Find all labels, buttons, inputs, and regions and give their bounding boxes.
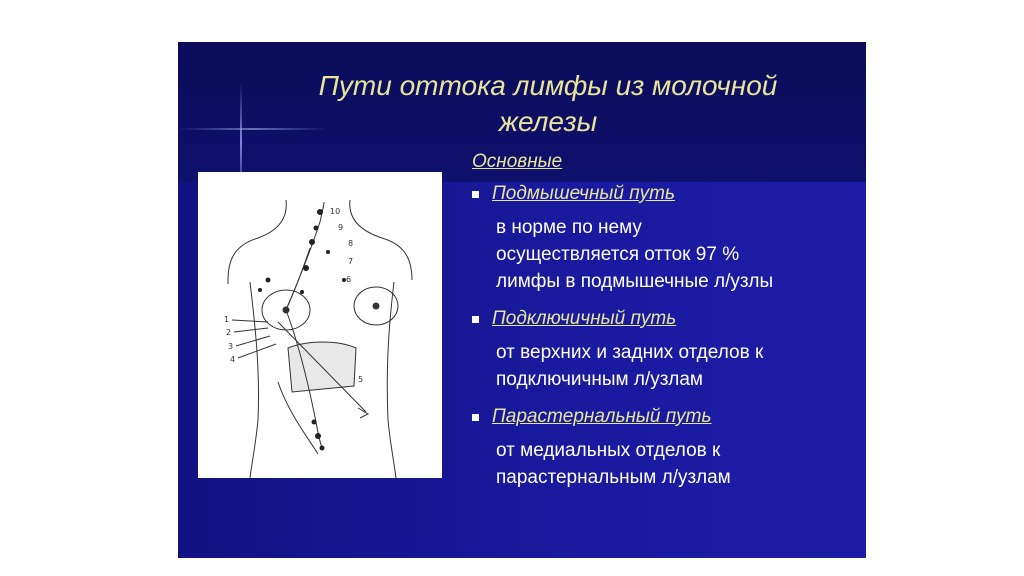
lymph-node — [309, 239, 315, 245]
subclavian-path — [286, 248, 310, 310]
lymph-node — [326, 250, 330, 254]
description-line: от медиальных отделов к — [496, 440, 721, 461]
label-line-2 — [234, 328, 268, 332]
list-item-description — [496, 339, 862, 393]
lymph-node — [317, 209, 323, 215]
list-item-description — [496, 214, 862, 295]
content-column — [472, 150, 862, 503]
description-line: лимфы в подмышечные л/узлы — [496, 271, 774, 292]
list-item-description — [496, 437, 862, 491]
slide-title-line-1: Пути оттока лимфы из молочной — [318, 70, 778, 101]
list-item-label: Подмышечный путь — [492, 183, 676, 204]
figure-label: 6 — [346, 275, 352, 284]
anatomy-illustration — [198, 172, 442, 478]
label-line-1 — [232, 320, 268, 322]
list-item — [472, 182, 862, 295]
figure-label: 2 — [226, 328, 232, 337]
lymph-node — [315, 433, 321, 439]
lymph-node — [303, 265, 309, 271]
lower-drainage-path — [278, 382, 318, 454]
list-item-label: Подключичный путь — [492, 308, 677, 329]
lymph-node — [314, 226, 319, 231]
slide-title — [278, 68, 818, 140]
description-line: от верхних и задних отделов к — [496, 342, 764, 363]
list-item-heading — [472, 307, 862, 331]
list-item-label: Парастернальный путь — [492, 406, 712, 427]
list-item — [472, 307, 862, 393]
lymph-node — [312, 420, 317, 425]
description-line: осуществляется отток 97 % — [496, 244, 740, 265]
square-bullet-icon — [472, 191, 479, 198]
axillary-path — [286, 202, 324, 310]
square-bullet-icon — [472, 414, 479, 421]
figure-label: 1 — [224, 315, 230, 324]
lymph-drainage-diagram — [198, 172, 442, 478]
list-item-heading — [472, 405, 862, 429]
torso-left-edge — [250, 282, 259, 478]
slide — [178, 42, 866, 558]
square-bullet-icon — [472, 316, 479, 323]
torso-right-edge — [387, 282, 396, 478]
figure-label: 3 — [228, 342, 234, 351]
description-line: подключичным л/узлам — [496, 369, 703, 390]
figure-label: 5 — [358, 375, 364, 384]
lymph-node — [300, 290, 304, 294]
body-outline-left — [228, 200, 286, 284]
body-outline-right — [350, 200, 412, 280]
list-item — [472, 405, 862, 491]
figure-label: 4 — [230, 355, 236, 364]
lymph-node — [258, 288, 262, 292]
figure-label: 10 — [330, 207, 341, 216]
label-line-3 — [236, 336, 270, 346]
slide-title-line-2: железы — [498, 106, 598, 137]
figure-label: 8 — [348, 239, 354, 248]
lymph-node — [266, 278, 271, 283]
description-line: в норме по нему — [496, 217, 642, 238]
list-item-heading — [472, 182, 862, 206]
figure-label: 7 — [348, 257, 354, 266]
right-nipple — [373, 303, 379, 309]
lymph-node — [320, 446, 325, 451]
subheading: Основные — [472, 151, 563, 172]
description-line: парастернальным л/узлам — [496, 467, 731, 488]
figure-label: 9 — [338, 223, 344, 232]
